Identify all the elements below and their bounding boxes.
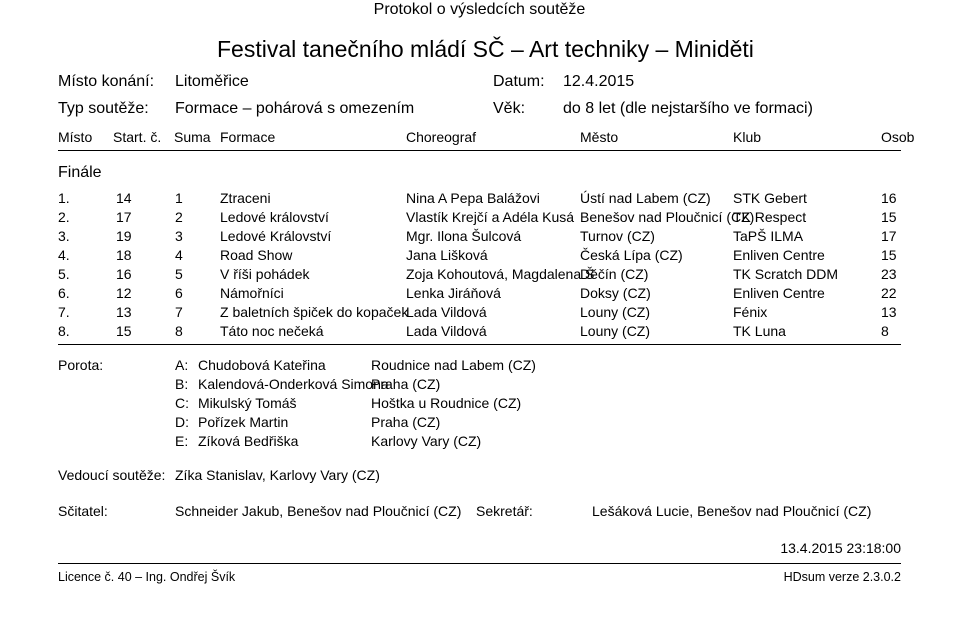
table-row bbox=[0, 284, 959, 303]
leader-label: Vedoucí soutěže: bbox=[58, 467, 166, 483]
result-persons: 23 bbox=[881, 266, 897, 282]
jury-name: Mikulský Tomáš bbox=[198, 395, 297, 411]
col-place: Místo bbox=[58, 129, 93, 145]
jury-letter: C: bbox=[175, 395, 189, 411]
result-club: TK Respect bbox=[733, 209, 807, 225]
list-item bbox=[0, 356, 959, 375]
result-persons: 8 bbox=[881, 323, 889, 339]
list-item bbox=[0, 432, 959, 451]
list-item bbox=[0, 375, 959, 394]
jury-city: Praha (CZ) bbox=[371, 376, 441, 392]
result-club: TaPŠ ILMA bbox=[733, 228, 804, 244]
result-choreographer: Lada Vildová bbox=[406, 323, 487, 339]
result-start: 15 bbox=[116, 323, 132, 339]
jury-name: Zíková Bedřiška bbox=[198, 433, 299, 449]
result-place: 4. bbox=[58, 247, 70, 263]
result-sum: 3 bbox=[175, 228, 183, 244]
result-start: 14 bbox=[116, 190, 132, 206]
venue-value: Litoměřice bbox=[175, 73, 249, 90]
jury-letter: B: bbox=[175, 376, 189, 392]
jury-letter: D: bbox=[175, 414, 189, 430]
result-start: 13 bbox=[116, 304, 132, 320]
results-table bbox=[0, 189, 959, 341]
result-choreographer: Lenka Jiráňová bbox=[406, 285, 501, 301]
result-persons: 22 bbox=[881, 285, 897, 301]
jury-city: Hoštka u Roudnice (CZ) bbox=[371, 395, 522, 411]
result-formation: Táto noc nečeká bbox=[220, 323, 324, 339]
result-city: Děčín (CZ) bbox=[580, 266, 649, 282]
age-label: Věk: bbox=[493, 100, 526, 117]
table-row bbox=[0, 322, 959, 341]
license-text: Licence č. 40 – Ing. Ondřej Švík bbox=[58, 570, 236, 584]
jury-letter: E: bbox=[175, 433, 189, 449]
result-city: Česká Lípa (CZ) bbox=[580, 247, 683, 263]
result-sum: 2 bbox=[175, 209, 183, 225]
result-formation: Road Show bbox=[220, 247, 293, 263]
col-club: Klub bbox=[733, 129, 762, 145]
result-club: TK Luna bbox=[733, 323, 786, 339]
jury-label: Porota: bbox=[58, 357, 104, 373]
event-title: Festival tanečního mládí SČ – Art techniky – Miniděti bbox=[217, 36, 754, 62]
result-formation: Ztraceni bbox=[220, 190, 271, 206]
result-club: STK Gebert bbox=[733, 190, 807, 206]
result-place: 3. bbox=[58, 228, 70, 244]
result-city: Ústí nad Labem (CZ) bbox=[580, 190, 711, 206]
result-place: 1. bbox=[58, 190, 70, 206]
result-sum: 5 bbox=[175, 266, 183, 282]
table-row bbox=[0, 208, 959, 227]
result-choreographer: Vlastík Krejčí a Adéla Kusá bbox=[406, 209, 575, 225]
result-city: Doksy (CZ) bbox=[580, 285, 651, 301]
counter-value: Schneider Jakub, Benešov nad Ploučnicí (CZ) bbox=[175, 503, 462, 519]
result-city: Turnov (CZ) bbox=[580, 228, 655, 244]
results-divider bbox=[58, 344, 901, 345]
list-item bbox=[0, 413, 959, 432]
leader-value: Zíka Stanislav, Karlovy Vary (CZ) bbox=[175, 467, 380, 483]
version-text: HDsum verze 2.3.0.2 bbox=[783, 570, 901, 584]
jury-list bbox=[0, 356, 959, 451]
jury-city: Karlovy Vary (CZ) bbox=[371, 433, 482, 449]
result-choreographer: Zoja Kohoutová, Magdalena Š bbox=[406, 266, 595, 282]
type-value: Formace – pohárová s omezením bbox=[175, 100, 415, 117]
result-place: 7. bbox=[58, 304, 70, 320]
protocol-title: Protokol o výsledcích soutěže bbox=[373, 1, 586, 18]
table-row bbox=[0, 227, 959, 246]
jury-city: Roudnice nad Labem (CZ) bbox=[371, 357, 536, 373]
type-label: Typ soutěže: bbox=[58, 100, 149, 117]
date-label: Datum: bbox=[493, 73, 545, 90]
counter-label: Sčitatel: bbox=[58, 503, 108, 519]
result-choreographer: Jana Lišková bbox=[406, 247, 488, 263]
result-start: 12 bbox=[116, 285, 132, 301]
col-formation: Formace bbox=[220, 129, 276, 145]
result-place: 8. bbox=[58, 323, 70, 339]
result-sum: 6 bbox=[175, 285, 183, 301]
age-value: do 8 let (dle nejstaršího ve formaci) bbox=[563, 100, 813, 117]
table-row bbox=[0, 303, 959, 322]
timestamp: 13.4.2015 23:18:00 bbox=[780, 540, 901, 556]
result-formation: Námořníci bbox=[220, 285, 284, 301]
result-sum: 1 bbox=[175, 190, 183, 206]
result-formation: Z baletních špiček do kopaček bbox=[220, 304, 409, 320]
col-choreographer: Choreograf bbox=[406, 129, 477, 145]
result-persons: 15 bbox=[881, 247, 897, 263]
col-start: Start. č. bbox=[113, 129, 162, 145]
table-row bbox=[0, 265, 959, 284]
result-start: 17 bbox=[116, 209, 132, 225]
result-start: 18 bbox=[116, 247, 132, 263]
result-place: 2. bbox=[58, 209, 70, 225]
result-sum: 7 bbox=[175, 304, 183, 320]
jury-name: Pořízek Martin bbox=[198, 414, 289, 430]
jury-city: Praha (CZ) bbox=[371, 414, 441, 430]
result-city: Benešov nad Ploučnicí (CZ) bbox=[580, 209, 755, 225]
result-place: 5. bbox=[58, 266, 70, 282]
table-row bbox=[0, 246, 959, 265]
result-choreographer: Mgr. Ilona Šulcová bbox=[406, 228, 522, 244]
result-start: 19 bbox=[116, 228, 132, 244]
result-choreographer: Lada Vildová bbox=[406, 304, 487, 320]
header-divider bbox=[58, 150, 901, 151]
result-club: Fénix bbox=[733, 304, 768, 320]
secretary-value: Lešáková Lucie, Benešov nad Ploučnicí (CZ) bbox=[592, 503, 872, 519]
jury-letter: A: bbox=[175, 357, 189, 373]
result-club: TK Scratch DDM bbox=[733, 266, 839, 282]
date-value: 12.4.2015 bbox=[563, 73, 635, 90]
result-place: 6. bbox=[58, 285, 70, 301]
result-choreographer: Nina A Pepa Balážovi bbox=[406, 190, 540, 206]
result-sum: 8 bbox=[175, 323, 183, 339]
col-persons: Osob bbox=[881, 129, 915, 145]
result-start: 16 bbox=[116, 266, 132, 282]
col-city: Město bbox=[580, 129, 619, 145]
list-item bbox=[0, 394, 959, 413]
result-persons: 16 bbox=[881, 190, 897, 206]
venue-label: Místo konání: bbox=[58, 73, 155, 90]
jury-name: Chudobová Kateřina bbox=[198, 357, 326, 373]
result-formation: Ledové království bbox=[220, 209, 329, 225]
result-formation: V říši pohádek bbox=[220, 266, 310, 282]
result-formation: Ledové Království bbox=[220, 228, 332, 244]
secretary-label: Sekretář: bbox=[476, 503, 533, 519]
result-city: Louny (CZ) bbox=[580, 304, 651, 320]
jury-name: Kalendová-Onderková Simona bbox=[198, 376, 389, 392]
result-persons: 13 bbox=[881, 304, 897, 320]
section-title: Finále bbox=[58, 164, 102, 181]
result-club: Enliven Centre bbox=[733, 247, 825, 263]
footer-divider bbox=[58, 563, 901, 564]
result-city: Louny (CZ) bbox=[580, 323, 651, 339]
result-persons: 17 bbox=[881, 228, 897, 244]
result-club: Enliven Centre bbox=[733, 285, 825, 301]
col-sum: Suma bbox=[174, 129, 211, 145]
table-row bbox=[0, 189, 959, 208]
result-sum: 4 bbox=[175, 247, 183, 263]
result-persons: 15 bbox=[881, 209, 897, 225]
